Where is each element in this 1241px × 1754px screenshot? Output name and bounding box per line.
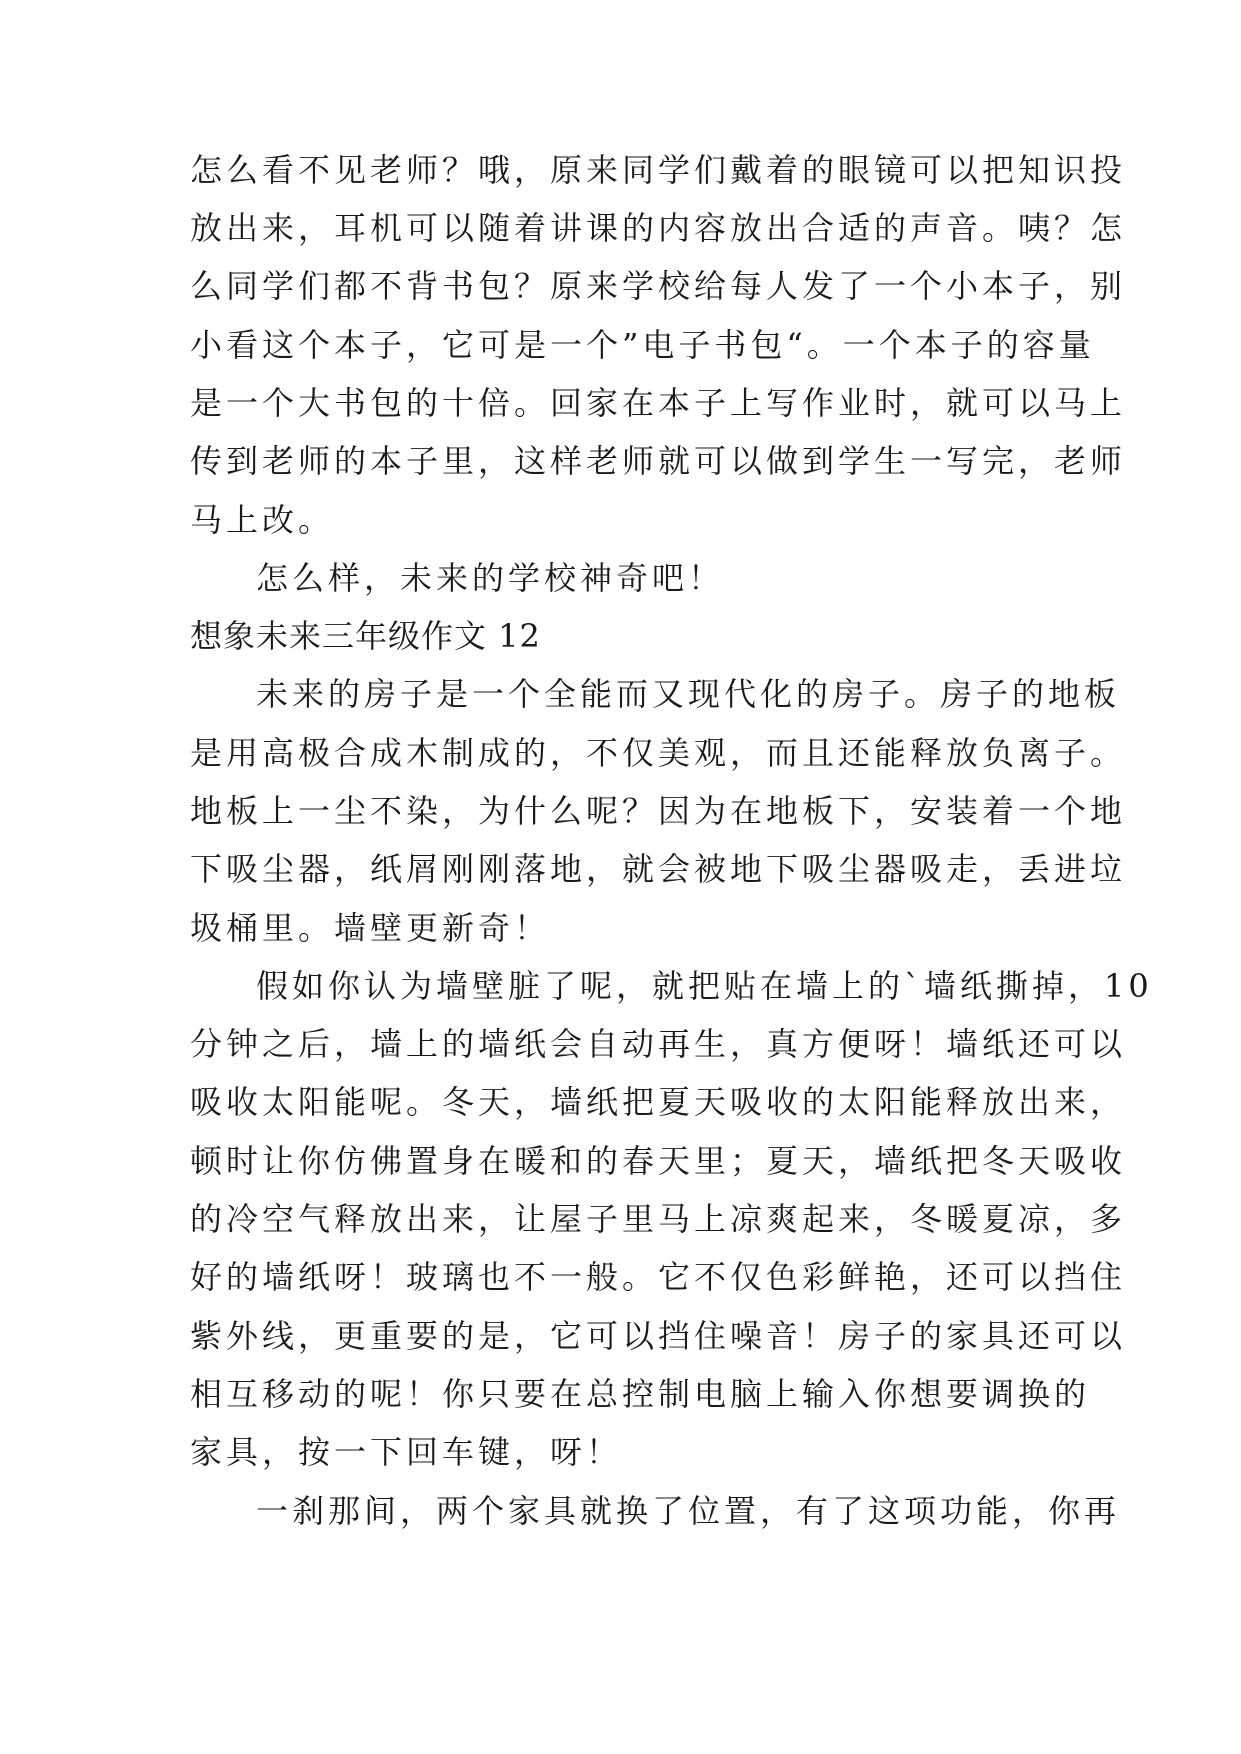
paragraph-first-line: 假如你认为墙壁脏了呢，就把贴在墙上的`墙纸撕掉，10	[256, 967, 1153, 1005]
section-title: 想象未来三年级作文 12	[190, 617, 541, 655]
text-line: 下吸尘器，纸屑刚刚落地，就会被地下吸尘器吸走，丢进垃	[190, 850, 1127, 888]
text-line: 怎么看不见老师？哦，原来同学们戴着的眼镜可以把知识投	[190, 151, 1127, 189]
text-line: 么同学们都不背书包？原来学校给每人发了一个小本子，别	[190, 267, 1127, 305]
paragraph-first-line: 未来的房子是一个全能而又现代化的房子。房子的地板	[256, 675, 1121, 713]
text-line: 紫外线，更重要的是，它可以挡住噪音！房子的家具还可以	[190, 1317, 1127, 1355]
text-line: 传到老师的本子里，这样老师就可以做到学生一写完，老师	[190, 442, 1127, 480]
text-line: 分钟之后，墙上的墙纸会自动再生，真方便呀！墙纸还可以	[190, 1025, 1127, 1063]
text-line: 家具，按一下回车键，呀！	[190, 1433, 623, 1471]
text-line: 是一个大书包的十倍。回家在本子上写作业时，就可以马上	[190, 384, 1127, 422]
text-line: 马上改。	[190, 501, 335, 539]
text-line: 好的墙纸呀！玻璃也不一般。它不仅色彩鲜艳，还可以挡住	[190, 1258, 1127, 1296]
text-line: 小看这个本子，它可是一个”电子书包“。一个本子的容量	[190, 326, 1095, 364]
text-line: 放出来，耳机可以随着讲课的内容放出合适的声音。咦？怎	[190, 209, 1127, 247]
paragraph-first-line: 一刹那间，两个家具就换了位置，有了这项功能，你再	[256, 1492, 1121, 1530]
text-line: 相互移动的呢！你只要在总控制电脑上输入你想要调换的	[190, 1375, 1091, 1413]
text-line: 的冷空气释放出来，让屋子里马上凉爽起来，冬暖夏凉，多	[190, 1200, 1127, 1238]
paragraph-first-line: 怎么样，未来的学校神奇吧！	[256, 559, 725, 597]
text-line: 圾桶里。墙壁更新奇！	[190, 909, 551, 947]
text-line: 是用高极合成木制成的，不仅美观，而且还能释放负离子。	[190, 734, 1127, 772]
text-line: 顿时让你仿佛置身在暖和的春天里；夏天，墙纸把冬天吸收	[190, 1142, 1127, 1180]
text-line: 地板上一尘不染，为什么呢？因为在地板下，安装着一个地	[190, 792, 1127, 830]
text-line: 吸收太阳能呢。冬天，墙纸把夏天吸收的太阳能释放出来，	[190, 1083, 1127, 1121]
